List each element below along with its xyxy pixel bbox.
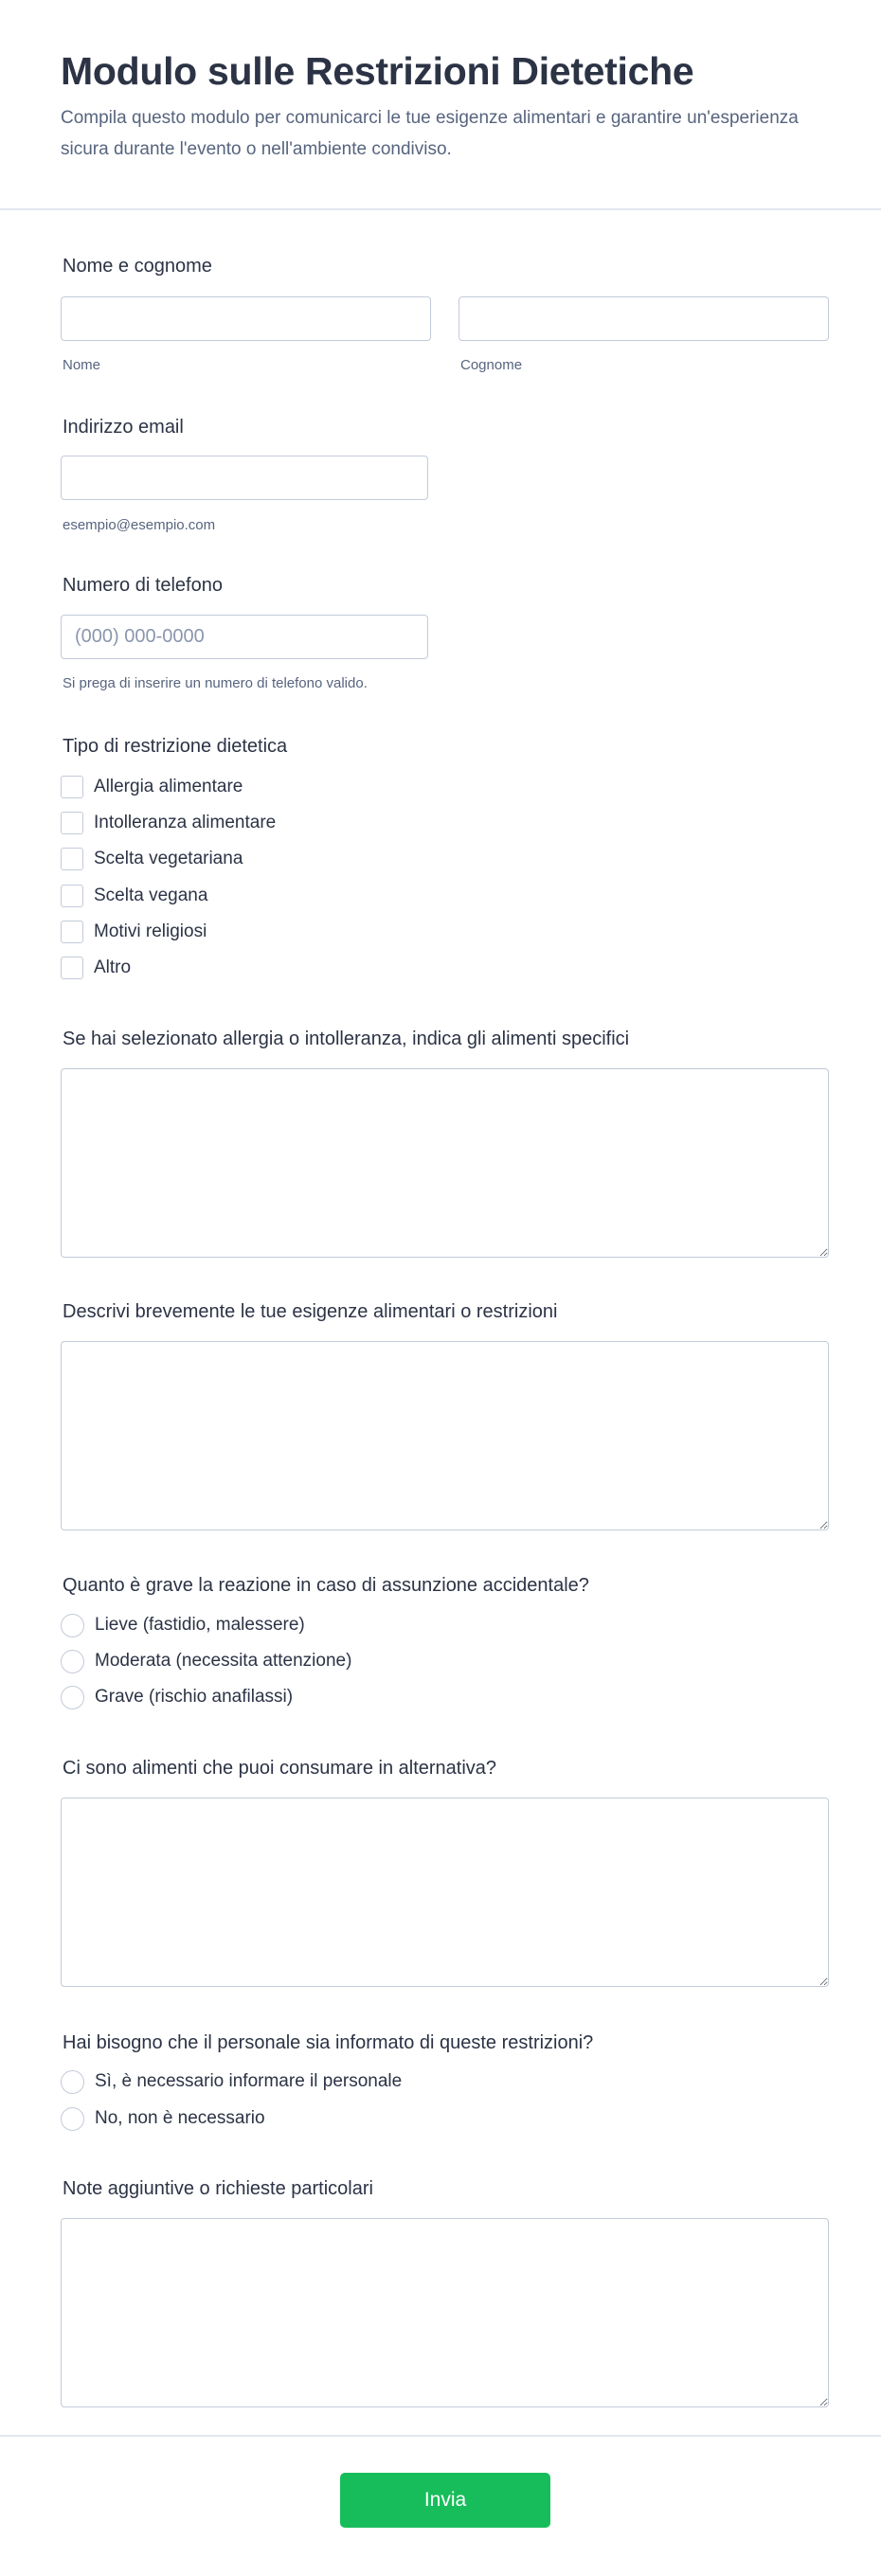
radio-option[interactable]: Lieve (fastidio, malessere) [61,1613,305,1637]
radio-option[interactable]: Moderata (necessita attenzione) [61,1649,351,1673]
last-name-hint: Cognome [460,357,523,373]
alternatives-textarea[interactable] [61,1798,829,1987]
first-name-input[interactable] [61,296,431,341]
checkbox-option[interactable]: Scelta vegetariana [61,847,243,871]
radio-button[interactable] [61,2070,84,2094]
checkbox[interactable] [61,848,83,870]
submit-button[interactable]: Invia [340,2473,550,2528]
alternatives-label: Ci sono alimenti che puoi consumare in alternativa? [63,1758,497,1779]
allergy-foods-textarea[interactable] [61,1068,829,1258]
restriction-label: Tipo di restrizione dietetica [63,736,288,757]
radio-option[interactable]: Sì, è necessario informare il personale [61,2069,402,2094]
notes-label: Note aggiuntive o richieste particolari [63,2178,373,2199]
staff-label: Hai bisogno che il personale sia informato di queste restrizioni? [63,2032,594,2053]
page-subtitle: Compila questo modulo per comunicarci le tue esigenze alimentari e garantire un'esperienza sicura durante l'evento o nell'ambiente condiviso. [61,108,799,159]
needs-textarea[interactable] [61,1341,829,1530]
first-name-hint: Nome [63,357,101,373]
last-name-input[interactable] [458,296,829,341]
checkbox-option[interactable]: Intolleranza alimentare [61,811,276,835]
notes-textarea[interactable] [61,2218,829,2407]
radio-button[interactable] [61,2107,84,2131]
header-divider [0,208,881,210]
needs-label: Descrivi brevemente le tue esigenze alimentari o restrizioni [63,1301,558,1322]
footer-divider [0,2435,881,2437]
email-hint: esempio@esempio.com [63,517,216,533]
radio-option[interactable]: Grave (rischio anafilassi) [61,1685,293,1709]
phone-label: Numero di telefono [63,575,223,596]
checkbox[interactable] [61,957,83,979]
phone-input[interactable] [61,615,428,659]
email-input[interactable] [61,456,428,500]
checkbox-option[interactable]: Altro [61,956,131,980]
radio-button[interactable] [61,1614,84,1637]
checkbox-option[interactable]: Allergia alimentare [61,775,243,799]
email-label: Indirizzo email [63,417,184,438]
severity-label: Quanto è grave la reazione in caso di assunzione accidentale? [63,1575,589,1596]
checkbox-option[interactable]: Scelta vegana [61,884,207,908]
radio-button[interactable] [61,1650,84,1673]
checkbox[interactable] [61,921,83,943]
page-title: Modulo sulle Restrizioni Dietetiche [61,49,694,93]
radio-button[interactable] [61,1686,84,1709]
checkbox[interactable] [61,885,83,907]
checkbox[interactable] [61,776,83,798]
name-label: Nome e cognome [63,256,212,277]
checkbox[interactable] [61,812,83,834]
radio-option[interactable]: No, non è necessario [61,2106,265,2131]
checkbox-option[interactable]: Motivi religiosi [61,920,207,944]
phone-hint: Si prega di inserire un numero di telefono valido. [63,675,368,691]
allergy-foods-label: Se hai selezionato allergia o intolleranza, indica gli alimenti specifici [63,1029,630,1049]
